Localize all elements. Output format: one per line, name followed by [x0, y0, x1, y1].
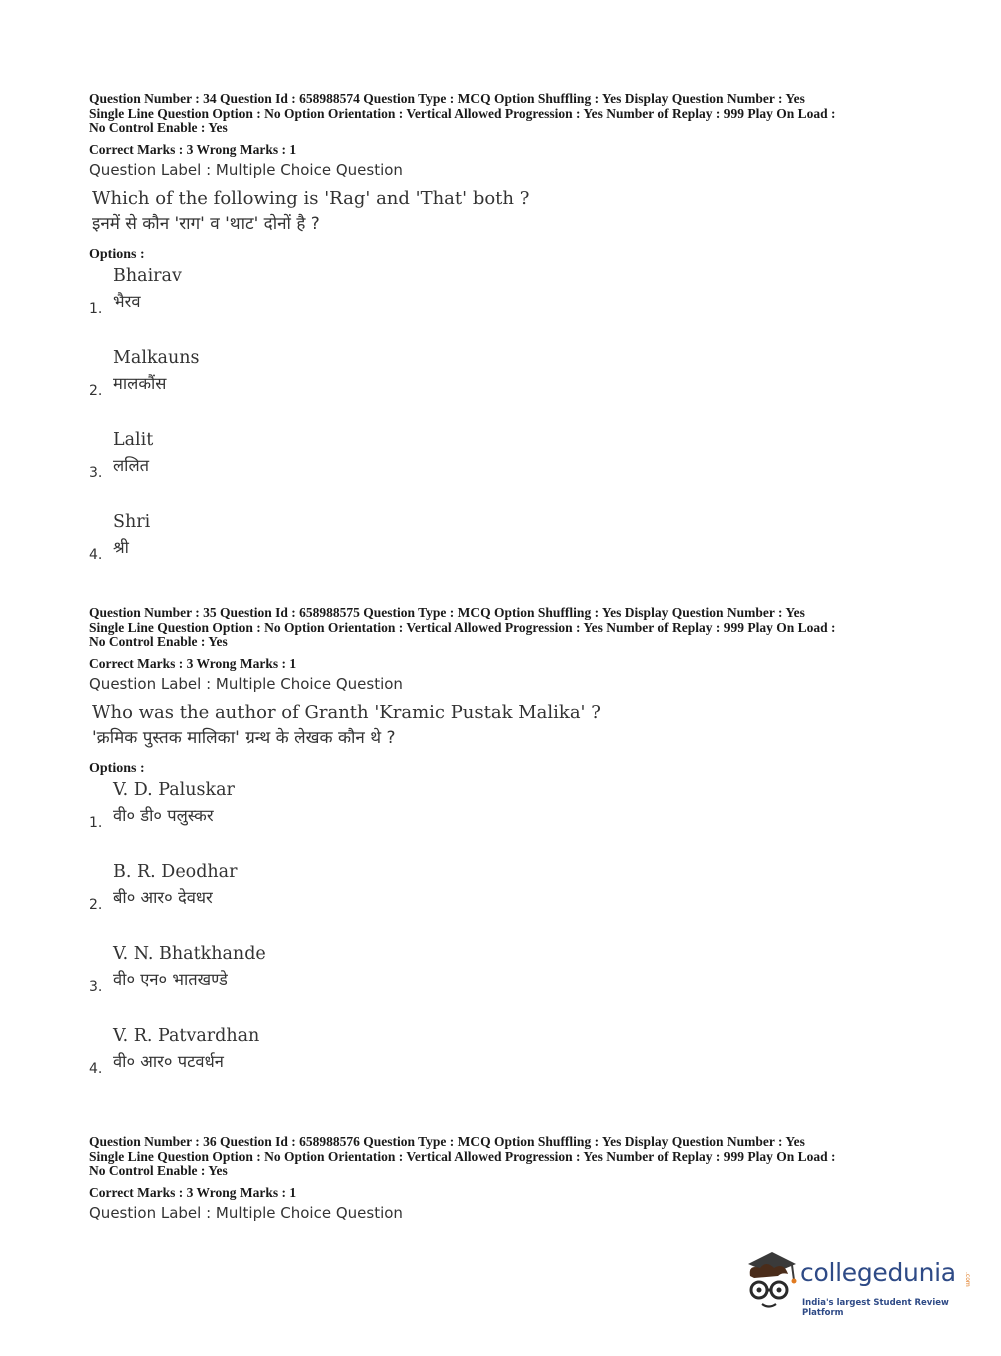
option-text-english: Lalit — [113, 429, 154, 450]
option-1 — [89, 777, 919, 859]
option-number: 1. — [89, 814, 103, 831]
mascot-logo-icon — [742, 1250, 800, 1312]
question-35 — [89, 606, 919, 1105]
question-text-english: Who was the author of Granth 'Kramic Pustak Malika' ? — [92, 701, 601, 723]
option-text-hindi: श्री — [113, 537, 129, 557]
option-number: 4. — [89, 1060, 103, 1077]
option-number: 4. — [89, 546, 103, 563]
collegedunia-logo[interactable] — [742, 1250, 972, 1320]
options-heading: Options : — [89, 246, 145, 262]
option-number: 1. — [89, 300, 103, 317]
option-number: 3. — [89, 464, 103, 481]
option-number: 2. — [89, 896, 103, 913]
logo-suffix: .com — [964, 1272, 971, 1287]
option-number: 2. — [89, 382, 103, 399]
logo-wordmark: collegedunia — [800, 1258, 956, 1287]
meta-line: Single Line Question Option : No Option Orientation : Vertical Allowed Progression : Yes Number of Replay : 999 Play On Load : — [89, 619, 836, 635]
question-label: Question Label : Multiple Choice Question — [89, 674, 403, 693]
meta-line: Question Number : 34 Question Id : 658988574 Question Type : MCQ Option Shuffling : Yes Display Question Number : Yes — [89, 91, 805, 106]
question-label: Question Label : Multiple Choice Question — [89, 160, 403, 179]
meta-line: Question Number : 36 Question Id : 658988576 Question Type : MCQ Option Shuffling : Yes Display Question Number : Yes — [89, 1134, 805, 1149]
question-text-english: Which of the following is 'Rag' and 'That' both ? — [92, 187, 530, 209]
question-label: Question Label : Multiple Choice Question — [89, 1203, 403, 1222]
question-meta — [89, 92, 919, 136]
option-text-english: V. D. Paluskar — [113, 779, 235, 800]
meta-line: Single Line Question Option : No Option Orientation : Vertical Allowed Progression : Yes Number of Replay : 999 Play On Load : — [89, 1148, 836, 1164]
option-number: 3. — [89, 978, 103, 995]
option-1 — [89, 263, 919, 345]
option-4 — [89, 1023, 919, 1105]
option-text-hindi: वी० डी० पलुस्कर — [113, 805, 214, 825]
option-text-hindi: भैरव — [113, 291, 141, 311]
question-meta — [89, 606, 919, 650]
option-3 — [89, 427, 919, 509]
option-text-english: Malkauns — [113, 347, 200, 368]
options-heading: Options : — [89, 760, 145, 776]
option-text-english: V. N. Bhatkhande — [113, 943, 266, 964]
meta-line: No Control Enable : Yes — [89, 634, 228, 649]
option-text-hindi: वी० एन० भातखण्डे — [113, 969, 228, 989]
meta-line: Single Line Question Option : No Option Orientation : Vertical Allowed Progression : Yes Number of Replay : 999 Play On Load : — [89, 105, 836, 121]
question-marks: Correct Marks : 3 Wrong Marks : 1 — [89, 141, 297, 157]
option-text-hindi: बी० आर० देवधर — [113, 887, 213, 907]
question-marks: Correct Marks : 3 Wrong Marks : 1 — [89, 1184, 297, 1200]
option-text-english: Shri — [113, 511, 151, 532]
option-2 — [89, 345, 919, 427]
meta-line: No Control Enable : Yes — [89, 1163, 228, 1178]
option-text-english: Bhairav — [113, 265, 182, 286]
question-text-hindi: 'क्रमिक पुस्तक मालिका' ग्रन्थ के लेखक कौन थे ? — [92, 727, 396, 748]
logo-tagline: India's largest Student Review Platform — [802, 1298, 949, 1318]
question-meta — [89, 1135, 919, 1179]
option-text-hindi: वी० आर० पटवर्धन — [113, 1051, 224, 1071]
meta-line: No Control Enable : Yes — [89, 120, 228, 135]
option-2 — [89, 859, 919, 941]
question-34 — [89, 92, 919, 591]
question-36 — [89, 1135, 919, 1222]
option-text-english: V. R. Patvardhan — [113, 1025, 260, 1046]
option-text-hindi: मालकौंस — [113, 373, 167, 393]
meta-line: Question Number : 35 Question Id : 658988575 Question Type : MCQ Option Shuffling : Yes Display Question Number : Yes — [89, 605, 805, 620]
option-4 — [89, 509, 919, 591]
option-text-hindi: ललित — [113, 455, 150, 475]
option-text-english: B. R. Deodhar — [113, 861, 238, 882]
question-text-hindi: इनमें से कौन 'राग' व 'थाट' दोनों है ? — [92, 213, 320, 234]
question-marks: Correct Marks : 3 Wrong Marks : 1 — [89, 655, 297, 671]
option-3 — [89, 941, 919, 1023]
